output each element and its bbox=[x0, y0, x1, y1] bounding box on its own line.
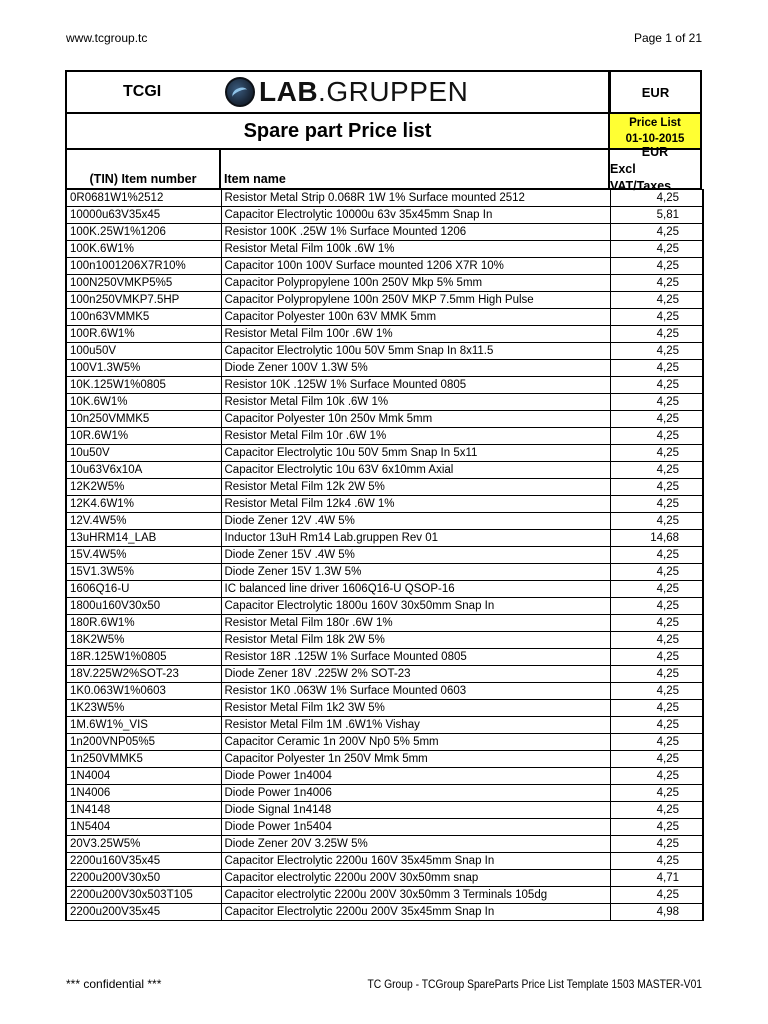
price-cell: 4,25 bbox=[610, 224, 703, 241]
price-cell: 4,25 bbox=[610, 581, 703, 598]
table-row bbox=[66, 360, 703, 377]
confidential-note: *** confidential *** bbox=[66, 977, 162, 991]
table-row bbox=[66, 445, 703, 462]
item-name-cell: Resistor 10K .125W 1% Surface Mounted 0805 bbox=[221, 377, 610, 394]
item-name-cell: Capacitor Polyester 100n 63V MMK 5mm bbox=[221, 309, 610, 326]
item-number-cell: 180R.6W1% bbox=[66, 615, 221, 632]
table-row bbox=[66, 836, 703, 853]
table-row bbox=[66, 615, 703, 632]
price-cell: 4,25 bbox=[610, 768, 703, 785]
column-header-price bbox=[609, 144, 702, 193]
table-row bbox=[66, 275, 703, 292]
item-name-cell: Resistor Metal Film 12k 2W 5% bbox=[221, 479, 610, 496]
item-name-cell: Capacitor Ceramic 1n 200V Np0 5% 5mm bbox=[221, 734, 610, 751]
item-number-cell: 20V3.25W5% bbox=[66, 836, 221, 853]
price-cell: 4,25 bbox=[610, 836, 703, 853]
price-cell: 4,71 bbox=[610, 870, 703, 887]
price-cell: 4,25 bbox=[610, 462, 703, 479]
item-name-cell: Diode Zener 12V .4W 5% bbox=[221, 513, 610, 530]
item-name-cell: Diode Power 1n4006 bbox=[221, 785, 610, 802]
price-cell: 4,25 bbox=[610, 496, 703, 513]
logo-text bbox=[259, 77, 468, 107]
price-cell: 4,25 bbox=[610, 802, 703, 819]
price-cell: 4,98 bbox=[610, 904, 703, 921]
table-row bbox=[66, 802, 703, 819]
item-number-cell: 13uHRM14_LAB bbox=[66, 530, 221, 547]
table-row bbox=[66, 734, 703, 751]
price-cell: 4,25 bbox=[610, 666, 703, 683]
lab-gruppen-logo bbox=[225, 77, 468, 107]
item-name-cell: Resistor Metal Film 100k .6W 1% bbox=[221, 241, 610, 258]
item-number-cell: 100K.6W1% bbox=[66, 241, 221, 258]
items-table-body bbox=[66, 190, 703, 921]
column-header-item-name: Item name bbox=[220, 149, 609, 189]
price-cell: 4,25 bbox=[610, 615, 703, 632]
price-cell: 4,25 bbox=[610, 751, 703, 768]
item-name-cell: Resistor Metal Film 10k .6W 1% bbox=[221, 394, 610, 411]
item-number-cell: 100n1001206X7R10% bbox=[66, 258, 221, 275]
price-cell: 4,25 bbox=[610, 241, 703, 258]
item-name-cell: Diode Power 1n5404 bbox=[221, 819, 610, 836]
price-cell: 4,25 bbox=[610, 292, 703, 309]
item-name-cell: Resistor Metal Strip 0.068R 1W 1% Surface mounted 2512 bbox=[221, 190, 610, 207]
brand-row bbox=[65, 70, 609, 113]
price-list-sheet bbox=[65, 70, 702, 921]
item-name-cell: Diode Zener 15V 1.3W 5% bbox=[221, 564, 610, 581]
table-row bbox=[66, 462, 703, 479]
price-cell: 4,25 bbox=[610, 734, 703, 751]
item-number-cell: 100n63VMMK5 bbox=[66, 309, 221, 326]
price-cell: 4,25 bbox=[610, 326, 703, 343]
price-cell: 4,25 bbox=[610, 377, 703, 394]
site-url: www.tcgroup.tc bbox=[66, 31, 148, 45]
header-block bbox=[65, 70, 702, 149]
table-row bbox=[66, 258, 703, 275]
table-row bbox=[66, 700, 703, 717]
table-row bbox=[66, 190, 703, 207]
item-number-cell: 2200u200V35x45 bbox=[66, 904, 221, 921]
table-row bbox=[66, 207, 703, 224]
price-cell: 4,25 bbox=[610, 785, 703, 802]
price-cell: 4,25 bbox=[610, 717, 703, 734]
price-cell: 4,25 bbox=[610, 632, 703, 649]
item-number-cell: 1M.6W1%_VIS bbox=[66, 717, 221, 734]
item-name-cell: Capacitor Electrolytic 1800u 160V 30x50mm Snap In bbox=[221, 598, 610, 615]
page-title: Spare part Price list bbox=[65, 113, 609, 149]
item-number-cell: 10K.6W1% bbox=[66, 394, 221, 411]
item-number-cell: 100u50V bbox=[66, 343, 221, 360]
price-list-date: 01-10-2015 bbox=[625, 133, 685, 145]
table-row bbox=[66, 326, 703, 343]
item-name-cell: Capacitor Polyester 1n 250V Mmk 5mm bbox=[221, 751, 610, 768]
item-name-cell: Capacitor Electrolytic 2200u 160V 35x45mm Snap In bbox=[221, 853, 610, 870]
item-name-cell: Diode Zener 15V .4W 5% bbox=[221, 547, 610, 564]
price-cell: 4,25 bbox=[610, 598, 703, 615]
item-name-cell: Resistor Metal Film 180r .6W 1% bbox=[221, 615, 610, 632]
item-number-cell: 18K2W5% bbox=[66, 632, 221, 649]
column-header-item-number: (TIN) Item number bbox=[65, 149, 220, 189]
price-cell: 5,81 bbox=[610, 207, 703, 224]
item-number-cell: 2200u200V30x50 bbox=[66, 870, 221, 887]
table-row bbox=[66, 377, 703, 394]
currency-cell: EUR bbox=[609, 70, 702, 113]
table-row bbox=[66, 751, 703, 768]
item-number-cell: 1606Q16-U bbox=[66, 581, 221, 598]
table-row bbox=[66, 581, 703, 598]
item-name-cell: Capacitor Electrolytic 2200u 200V 35x45mm Snap In bbox=[221, 904, 610, 921]
item-name-cell: Capacitor electrolytic 2200u 200V 30x50mm snap bbox=[221, 870, 610, 887]
item-name-cell: Resistor Metal Film 1M .6W1% Vishay bbox=[221, 717, 610, 734]
price-cell: 4,25 bbox=[610, 428, 703, 445]
item-name-cell: IC balanced line driver 1606Q16-U QSOP-16 bbox=[221, 581, 610, 598]
table-row bbox=[66, 547, 703, 564]
item-number-cell: 15V.4W5% bbox=[66, 547, 221, 564]
table-row bbox=[66, 785, 703, 802]
price-cell: 4,25 bbox=[610, 700, 703, 717]
item-name-cell: Resistor Metal Film 18k 2W 5% bbox=[221, 632, 610, 649]
table-row bbox=[66, 717, 703, 734]
item-name-cell: Resistor 1K0 .063W 1% Surface Mounted 0603 bbox=[221, 683, 610, 700]
table-row bbox=[66, 343, 703, 360]
table-row bbox=[66, 887, 703, 904]
table-row bbox=[66, 309, 703, 326]
table-row bbox=[66, 598, 703, 615]
price-cell: 4,25 bbox=[610, 887, 703, 904]
item-number-cell: 2200u160V35x45 bbox=[66, 853, 221, 870]
item-name-cell: Diode Zener 20V 3.25W 5% bbox=[221, 836, 610, 853]
price-cell: 4,25 bbox=[610, 819, 703, 836]
price-cell: 4,25 bbox=[610, 258, 703, 275]
item-name-cell: Resistor Metal Film 12k4 .6W 1% bbox=[221, 496, 610, 513]
item-number-cell: 100N250VMKP5%5 bbox=[66, 275, 221, 292]
item-number-cell: 10u63V6x10A bbox=[66, 462, 221, 479]
item-name-cell: Capacitor Polyester 10n 250v Mmk 5mm bbox=[221, 411, 610, 428]
item-name-cell: Resistor 18R .125W 1% Surface Mounted 0805 bbox=[221, 649, 610, 666]
table-row bbox=[66, 479, 703, 496]
item-number-cell: 100K.25W1%1206 bbox=[66, 224, 221, 241]
item-number-cell: 10u50V bbox=[66, 445, 221, 462]
item-number-cell: 18R.125W1%0805 bbox=[66, 649, 221, 666]
company-name: TCGI bbox=[123, 83, 162, 100]
table-row bbox=[66, 411, 703, 428]
item-number-cell: 10000u63V35x45 bbox=[66, 207, 221, 224]
price-cell: 4,25 bbox=[610, 649, 703, 666]
item-name-cell: Capacitor Electrolytic 10000u 63v 35x45mm Snap In bbox=[221, 207, 610, 224]
price-cell: 4,25 bbox=[610, 411, 703, 428]
item-number-cell: 10n250VMMK5 bbox=[66, 411, 221, 428]
price-cell: 4,25 bbox=[610, 360, 703, 377]
price-cell: 14,68 bbox=[610, 530, 703, 547]
item-name-cell: Resistor Metal Film 1k2 3W 5% bbox=[221, 700, 610, 717]
item-number-cell: 1N4004 bbox=[66, 768, 221, 785]
item-number-cell: 10K.125W1%0805 bbox=[66, 377, 221, 394]
price-cell: 4,25 bbox=[610, 853, 703, 870]
table-row bbox=[66, 513, 703, 530]
column-headers bbox=[65, 144, 702, 193]
table-row bbox=[66, 292, 703, 309]
item-name-cell: Capacitor Polypropylene 100n 250V MKP 7.5mm High Pulse bbox=[221, 292, 610, 309]
table-row bbox=[66, 394, 703, 411]
item-name-cell: Resistor 100K .25W 1% Surface Mounted 1206 bbox=[221, 224, 610, 241]
table-row bbox=[66, 819, 703, 836]
item-number-cell: 18V.225W2%SOT-23 bbox=[66, 666, 221, 683]
items-table bbox=[65, 189, 704, 921]
item-number-cell: 1800u160V30x50 bbox=[66, 598, 221, 615]
price-cell: 4,25 bbox=[610, 683, 703, 700]
item-number-cell: 10R.6W1% bbox=[66, 428, 221, 445]
table-row bbox=[66, 853, 703, 870]
price-cell: 4,25 bbox=[610, 547, 703, 564]
price-list-label: Price List bbox=[629, 117, 681, 129]
item-number-cell: 12K4.6W1% bbox=[66, 496, 221, 513]
item-number-cell: 1n250VMMK5 bbox=[66, 751, 221, 768]
table-row bbox=[66, 632, 703, 649]
footer-template-name: TC Group - TCGroup SpareParts Price List Template 1503 MASTER-V01 bbox=[367, 977, 702, 991]
price-header-currency: EUR bbox=[641, 144, 669, 159]
item-name-cell: Diode Zener 18V .225W 2% SOT-23 bbox=[221, 666, 610, 683]
table-row bbox=[66, 870, 703, 887]
item-name-cell: Resistor Metal Film 100r .6W 1% bbox=[221, 326, 610, 343]
table-row bbox=[66, 428, 703, 445]
item-number-cell: 1n200VNP05%5 bbox=[66, 734, 221, 751]
item-name-cell: Inductor 13uH Rm14 Lab.gruppen Rev 01 bbox=[221, 530, 610, 547]
price-cell: 4,25 bbox=[610, 343, 703, 360]
item-number-cell: 100n250VMKP7.5HP bbox=[66, 292, 221, 309]
page-number: Page 1 of 21 bbox=[633, 31, 702, 45]
item-number-cell: 2200u200V30x503T105 bbox=[66, 887, 221, 904]
price-cell: 4,25 bbox=[610, 275, 703, 292]
table-row bbox=[66, 530, 703, 547]
lab-gruppen-logo-icon bbox=[225, 77, 255, 107]
price-cell: 4,25 bbox=[610, 479, 703, 496]
table-row bbox=[66, 649, 703, 666]
price-cell: 4,25 bbox=[610, 190, 703, 207]
table-row bbox=[66, 666, 703, 683]
price-cell: 4,25 bbox=[610, 513, 703, 530]
table-row bbox=[66, 564, 703, 581]
item-number-cell: 12V.4W5% bbox=[66, 513, 221, 530]
table-row bbox=[66, 683, 703, 700]
item-name-cell: Capacitor Electrolytic 10u 63V 6x10mm Axial bbox=[221, 462, 610, 479]
item-number-cell: 1K0.063W1%0603 bbox=[66, 683, 221, 700]
logo-text-rest: .GRUPPEN bbox=[318, 76, 469, 107]
item-number-cell: 1N4148 bbox=[66, 802, 221, 819]
item-name-cell: Resistor Metal Film 10r .6W 1% bbox=[221, 428, 610, 445]
item-number-cell: 1N5404 bbox=[66, 819, 221, 836]
item-name-cell: Capacitor Polypropylene 100n 250V Mkp 5% 5mm bbox=[221, 275, 610, 292]
item-name-cell: Diode Zener 100V 1.3W 5% bbox=[221, 360, 610, 377]
price-header-tax-note: Excl VAT/Taxes bbox=[610, 161, 672, 193]
item-number-cell: 12K2W5% bbox=[66, 479, 221, 496]
price-cell: 4,25 bbox=[610, 445, 703, 462]
table-row bbox=[66, 241, 703, 258]
item-number-cell: 15V1.3W5% bbox=[66, 564, 221, 581]
item-name-cell: Capacitor electrolytic 2200u 200V 30x50mm 3 Terminals 105dg bbox=[221, 887, 610, 904]
item-number-cell: 1N4006 bbox=[66, 785, 221, 802]
price-cell: 4,25 bbox=[610, 394, 703, 411]
item-name-cell: Diode Power 1n4004 bbox=[221, 768, 610, 785]
item-number-cell: 100V1.3W5% bbox=[66, 360, 221, 377]
table-row bbox=[66, 224, 703, 241]
item-number-cell: 0R0681W1%2512 bbox=[66, 190, 221, 207]
logo-text-bold: LAB bbox=[259, 76, 319, 107]
item-number-cell: 1K23W5% bbox=[66, 700, 221, 717]
item-name-cell: Capacitor Electrolytic 10u 50V 5mm Snap In 5x11 bbox=[221, 445, 610, 462]
price-cell: 4,25 bbox=[610, 564, 703, 581]
item-name-cell: Capacitor Electrolytic 100u 50V 5mm Snap In 8x11.5 bbox=[221, 343, 610, 360]
table-row bbox=[66, 768, 703, 785]
price-cell: 4,25 bbox=[610, 309, 703, 326]
table-row bbox=[66, 496, 703, 513]
item-name-cell: Capacitor 100n 100V Surface mounted 1206 X7R 10% bbox=[221, 258, 610, 275]
item-number-cell: 100R.6W1% bbox=[66, 326, 221, 343]
item-name-cell: Diode Signal 1n4148 bbox=[221, 802, 610, 819]
table-row bbox=[66, 904, 703, 921]
